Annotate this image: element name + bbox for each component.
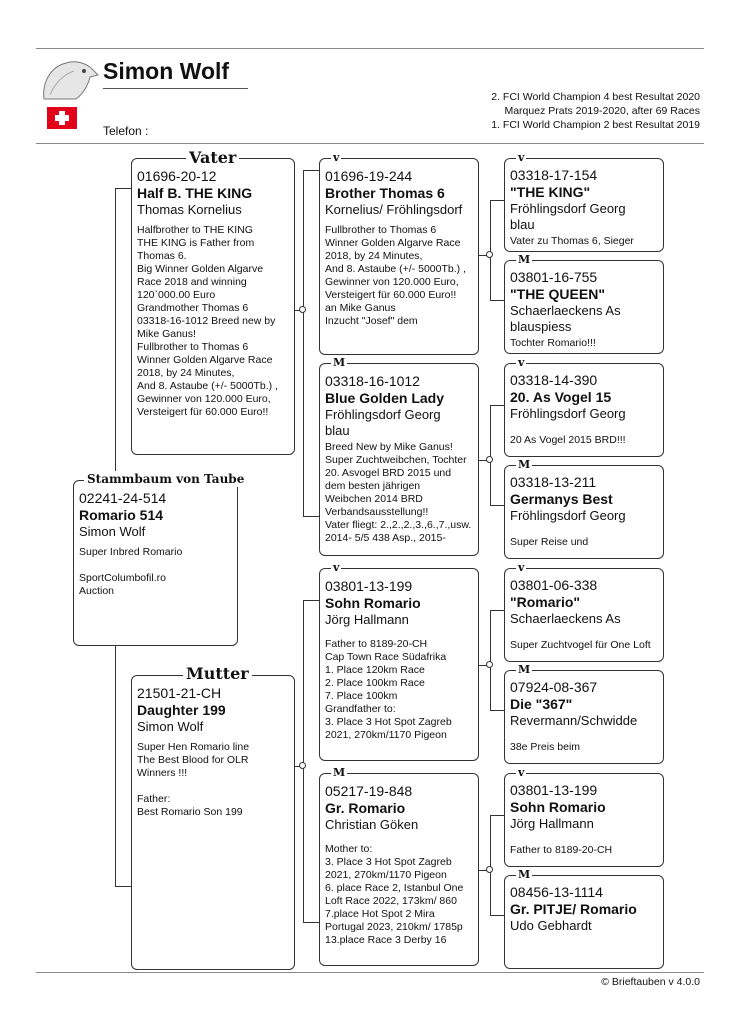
ring-number: 03318-14-390 bbox=[510, 372, 598, 388]
pigeon-name: "Romario" bbox=[510, 594, 581, 610]
pigeon-name: Sohn Romario bbox=[510, 799, 606, 815]
ring-number: 07924-08-367 bbox=[510, 679, 598, 695]
pigeon-name: Gr. PITJE/ Romario bbox=[510, 901, 637, 917]
breeder-name: Simon Wolf bbox=[103, 58, 230, 84]
header-rule bbox=[36, 143, 704, 144]
pigeon-notes: Father to 8189-20-CH bbox=[510, 844, 613, 856]
achievement-line: Marquez Prats 2019-2020, after 69 Races bbox=[504, 105, 700, 117]
great-grandparent-card[interactable] bbox=[504, 568, 664, 662]
pigeon-name: "THE QUEEN" bbox=[510, 286, 605, 302]
pigeon-name: Half B. THE KING bbox=[137, 185, 253, 201]
ring-number: 01696-20-12 bbox=[137, 168, 217, 184]
great-grandparent-card[interactable] bbox=[504, 875, 664, 969]
ring-number: 01696-19-244 bbox=[325, 168, 413, 184]
pigeon-owner: Schaerlaeckens As bbox=[510, 611, 621, 626]
ring-number: 05217-19-848 bbox=[325, 783, 413, 799]
pigeon-name: Brother Thomas 6 bbox=[325, 185, 445, 201]
sire-tag: v bbox=[333, 151, 340, 164]
pigeon-name: Gr. Romario bbox=[325, 800, 406, 816]
pigeon-owner: Simon Wolf bbox=[79, 524, 146, 539]
pigeon-notes: 20 As Vogel 2015 BRD!!! bbox=[510, 434, 626, 446]
dam-tag: M bbox=[333, 766, 346, 779]
ring-number: 03318-16-1012 bbox=[325, 373, 420, 389]
grandsire-maternal-card[interactable] bbox=[319, 568, 479, 761]
pigeon-notes: Super Hen Romario line The Best Blood for OLR Winners !!! Father: Best Romario Son 199 bbox=[137, 741, 250, 818]
swiss-flag bbox=[47, 107, 77, 129]
mother-card[interactable] bbox=[131, 675, 295, 970]
pigeon-name: "THE KING" bbox=[510, 184, 591, 200]
pigeon-color: blauspiess bbox=[510, 319, 572, 334]
great-grandparent-card[interactable] bbox=[504, 465, 664, 559]
pigeon-owner: Thomas Kornelius bbox=[137, 202, 242, 217]
granddam-paternal-card[interactable] bbox=[319, 363, 479, 556]
dam-tag: M bbox=[518, 253, 531, 266]
great-grandparent-card[interactable] bbox=[504, 260, 664, 354]
father-card[interactable] bbox=[131, 158, 295, 455]
dam-tag: M bbox=[518, 868, 531, 881]
pigeon-name: Blue Golden Lady bbox=[325, 390, 445, 406]
achievement-line: 1. FCI World Champion 2 best Resultat 2019 bbox=[491, 119, 700, 131]
dam-tag: M bbox=[518, 663, 531, 676]
pigeon-owner: Fröhlingsdorf Georg bbox=[510, 406, 626, 421]
pigeon-color: blau bbox=[510, 217, 535, 232]
father-label: Vater bbox=[186, 150, 239, 166]
great-grandparent-card[interactable] bbox=[504, 773, 664, 867]
great-grandparent-card[interactable] bbox=[504, 158, 664, 252]
pigeon-owner: Schaerlaeckens As bbox=[510, 303, 621, 318]
pigeon-notes: Halfbrother to THE KING THE KING is Father from Thomas 6. Big Winner Golden Algarve Race 2018 and winning 120`000.00 Euro Grandmother Thomas 6 03318-16-1012 Breed new by Mike Ganus! Fullbrother to Thomas 6 Winner Golden Algarve Race 2018, by 24 Minutes, And 8. Astaube (+/- 5000Tb.) , Gewinner von 120.000 Euro, Versteigert für 60.000 Euro!! bbox=[137, 224, 278, 418]
pigeon-notes: Tochter Romario!!! bbox=[510, 337, 596, 349]
achievement-line: 2. FCI World Champion 4 best Resultat 2020 bbox=[491, 91, 700, 103]
pigeon-name: Sohn Romario bbox=[325, 595, 421, 611]
great-grandparent-card[interactable] bbox=[504, 670, 664, 764]
ring-number: 08456-13-1114 bbox=[510, 884, 603, 900]
achievements bbox=[491, 90, 700, 132]
pigeon-owner: Jörg Hallmann bbox=[325, 612, 409, 627]
ring-number: 02241-24-514 bbox=[79, 490, 167, 506]
pedigree-label: Stammbaum von Taube bbox=[84, 471, 247, 487]
pigeon-notes: Super Inbred Romario SportColumbofil.ro Auction bbox=[79, 546, 183, 597]
great-grandparent-card[interactable] bbox=[504, 363, 664, 457]
name-underline bbox=[103, 88, 248, 89]
phone-label: Telefon : bbox=[103, 124, 149, 138]
ring-number: 03801-06-338 bbox=[510, 577, 598, 593]
pigeon-owner: Kornelius/ Fröhlingsdorf bbox=[325, 202, 463, 217]
pigeon-owner: Simon Wolf bbox=[137, 719, 204, 734]
copyright: © Brieftauben v 4.0.0 bbox=[601, 976, 700, 988]
granddam-maternal-card[interactable] bbox=[319, 773, 479, 966]
pigeon-owner: Revermann/Schwidde bbox=[510, 713, 638, 728]
sire-tag: v bbox=[518, 561, 525, 574]
ring-number: 03801-16-755 bbox=[510, 269, 598, 285]
top-rule bbox=[36, 48, 704, 49]
dam-tag: M bbox=[333, 356, 346, 369]
pigeon-name: Die "367" bbox=[510, 696, 573, 712]
pigeon-color: blau bbox=[325, 423, 350, 438]
pigeon-owner: Fröhlingsdorf Georg bbox=[510, 508, 626, 523]
mother-label: Mutter bbox=[183, 666, 252, 682]
dam-tag: M bbox=[518, 458, 531, 471]
pigeon-owner: Fröhlingsdorf Georg bbox=[510, 201, 626, 216]
ring-number: 03801-13-199 bbox=[325, 578, 413, 594]
pigeon-notes: 38e Preis beim bbox=[510, 741, 581, 753]
sire-tag: v bbox=[518, 151, 525, 164]
ring-number: 03801-13-199 bbox=[510, 782, 598, 798]
ring-number: 03318-17-154 bbox=[510, 167, 598, 183]
pigeon-owner: Christian Göken bbox=[325, 817, 419, 832]
pigeon-notes: Mother to: 3. Place 3 Hot Spot Zagreb 2021, 270km/1170 Pigeon 6. place Race 2, Istanbul One Loft Race 2022, 173km/ 860 7.place Hot Spot 2 Mira Portugal 2023, 210km/ 1785p 13.place Race 3 Derby 16 bbox=[325, 843, 464, 946]
subject-card[interactable] bbox=[73, 480, 238, 646]
ring-number: 03318-13-211 bbox=[510, 474, 597, 490]
pigeon-notes: Vater zu Thomas 6, Sieger bbox=[510, 235, 634, 247]
sire-tag: v bbox=[518, 356, 525, 369]
footer-rule bbox=[36, 972, 704, 973]
pigeon-name: 20. As Vogel 15 bbox=[510, 389, 612, 405]
sire-tag: v bbox=[333, 561, 340, 574]
ring-number: 21501-21-CH bbox=[137, 685, 222, 701]
pigeon-notes: Breed New by Mike Ganus! Super Zuchtweibchen, Tochter 20. Asvogel BRD 2015 und dem besten jährigen Weibchen 2014 BRD Verbandsausstellung!! Vater fliegt: 2.,2.,2.,3.,6.,7.,usw. 2014- 5/5 438 Asp., 2015- bbox=[325, 441, 472, 544]
pigeon-notes: Father to 8189-20-CH Cap Town Race Südafrika 1. Place 120km Race 2. Place 100km Race 7. Place 100km Grandfather to: 3. Place 3 Hot Spot Zagreb 2021, 270km/1170 Pigeon bbox=[325, 638, 452, 741]
pigeon-notes: Fullbrother to Thomas 6 Winner Golden Algarve Race 2018, by 24 Minutes, And 8. Astaube (+/- 5000Tb.) , Gewinner von 120.000 Euro, Versteigert für 60.000 Euro!! an Mike Ganus Inzucht "Josef" dem bbox=[325, 224, 466, 327]
pigeon-name: Daughter 199 bbox=[137, 702, 226, 718]
pigeon-notes: Super Zuchtvogel für One Loft bbox=[510, 639, 651, 651]
pigeon-owner: Fröhlingsdorf Georg bbox=[325, 407, 441, 422]
pigeon-owner: Udo Gebhardt bbox=[510, 918, 592, 933]
sire-tag: v bbox=[518, 766, 525, 779]
pigeon-name: Germanys Best bbox=[510, 491, 613, 507]
pigeon-notes: Super Reise und bbox=[510, 536, 589, 548]
grandsire-paternal-card[interactable] bbox=[319, 158, 479, 355]
pigeon-head-logo bbox=[40, 55, 100, 103]
pigeon-owner: Jörg Hallmann bbox=[510, 816, 594, 831]
pigeon-name: Romario 514 bbox=[79, 507, 164, 523]
